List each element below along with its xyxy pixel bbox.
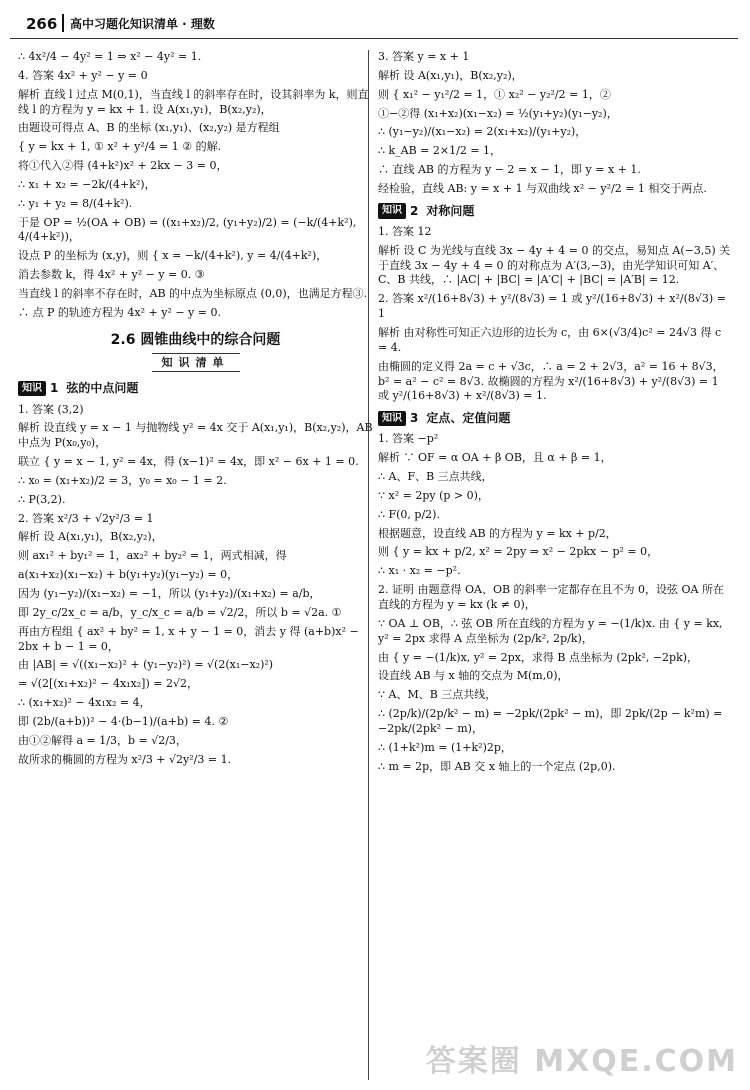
header-divider bbox=[62, 14, 64, 32]
text-line: 4. 答案 4x² + y² − y = 0 bbox=[18, 68, 148, 82]
text-line: 联立 { y = x − 1, y² = 4x，得 (x−1)² = 4x，即 x² − 6x + 1 = 0. bbox=[18, 455, 359, 469]
text-line: 解析 由对称性可知正六边形的边长为 c，由 6×(√3/4)c² = 24√3 得 c = 4. bbox=[378, 326, 722, 354]
text-line: 解析 设直线 y = x − 1 与抛物线 y² = 4x 交于 A(x₁,y₁)，B(x₂,y₂)，AB 中点为 P(x₀,y₀)， bbox=[18, 421, 373, 450]
page-header bbox=[10, 10, 738, 36]
right-column bbox=[378, 50, 733, 1085]
text-line: 解析 直线 l 过点 M(0,1)，当直线 l 的斜率存在时，设其斜率为 k，则直线 l 的方程为 y = kx + 1. 设 A(x₁,y₁)，B(x₂,y₂)， bbox=[18, 87, 369, 116]
kp-number: 1 bbox=[50, 381, 59, 396]
kp3-block bbox=[378, 432, 733, 774]
kp-title: 对称问题 bbox=[426, 203, 475, 218]
text-line: 解析 ∵ OF = α OA + β OB，且 α + β = 1， bbox=[378, 451, 612, 465]
text-line: ∴ x₁ + x₂ = −2k/(4+k²)， bbox=[18, 177, 156, 191]
text-line: 3. 答案 y = x + 1 bbox=[378, 50, 470, 63]
text-line: 即 2y_c/2x_c = a/b，y_c/x_c = a/b = √2/2，所以 b = √2a. ① bbox=[18, 605, 342, 619]
text-line: 由 { y = −(1/k)x, y² = 2px，求得 B 点坐标为 (2pk², −2pk)， bbox=[378, 650, 699, 664]
text-line: 故所求的椭圆的方程为 x²/3 + √2y²/3 = 1. bbox=[18, 752, 232, 766]
text-line: 由 |AB| = √((x₁−x₂)² + (y₁−y₂)²) = √(2(x₁−x₂)²) bbox=[18, 658, 274, 672]
text-line: 解析 设 A(x₁,y₁)，B(x₂,y₂)， bbox=[18, 530, 163, 544]
text-line: a(x₁+x₂)(x₁−x₂) + b(y₁+y₂)(y₁−y₂) = 0， bbox=[18, 568, 239, 582]
text-line: 则 { y = kx + p/2, x² = 2py ⇒ x² − 2pkx − p² = 0， bbox=[378, 545, 659, 559]
text-line: 解析 设 A(x₁,y₁)，B(x₂,y₂)， bbox=[378, 68, 523, 82]
text-line: 消去参数 k，得 4x² + y² − y = 0. ③ bbox=[18, 268, 205, 282]
text-line: ∵ OA ⊥ OB，∴ 弦 OB 所在直线的方程为 y = −(1/k)x. 由 { y = kx, y² = 2px 求得 A 点坐标为 (2p/k², 2p/k)， bbox=[378, 616, 723, 645]
text-line: { y = kx + 1, ① x² + y²/4 = 1 ② 的解. bbox=[18, 140, 222, 154]
text-line: ∴ k_AB = 2×1/2 = 1， bbox=[378, 144, 502, 158]
text-line: ∴ (x₁+x₂)² − 4x₁x₂ = 4， bbox=[18, 696, 151, 710]
text-line: 当直线 l 的斜率不存在时，AB 的中点为坐标原点 (0,0)，也满足方程③. bbox=[18, 286, 368, 300]
text-line: 则 { x₁² − y₁²/2 = 1，① x₂² − y₂²/2 = 1，② bbox=[378, 87, 611, 101]
kp-number: 3 bbox=[410, 411, 419, 426]
kp-tag: 知识 bbox=[378, 411, 406, 427]
text-line: 根据题意，设直线 AB 的方程为 y = kx + p/2， bbox=[378, 526, 617, 540]
text-line: ∴ x₀ = (x₁+x₂)/2 = 3，y₀ = x₀ − 1 = 2. bbox=[18, 473, 227, 487]
text-line: 由椭圆的定义得 2a = c + √3c，∴ a = 2 + 2√3，a² = 16 + 8√3，b² = a² − c² = 8√3. 故椭圆的方程为 x²/(16+8√3) + y²/(8√3) = 1 或 y²/(16+8√3) + x²/(8√3) = 1. bbox=[378, 359, 724, 403]
section-subtitle: 知识清单 bbox=[18, 356, 373, 371]
text-line: ∵ x² = 2py (p > 0)， bbox=[378, 488, 489, 502]
text-line: 2. 证明 由题意得 OA、OB 的斜率一定都存在且不为 0，设弦 OA 所在直线的方程为 y = kx (k ≠ 0)， bbox=[378, 583, 724, 611]
text-line: ∴ y₁ + y₂ = 8/(4+k²). bbox=[18, 196, 133, 210]
text-line: = √(2[(x₁+x₂)² − 4x₁x₂]) = 2√2， bbox=[18, 677, 198, 691]
text-line: 再由方程组 { ax² + by² = 1, x + y − 1 = 0，消去 y 得 (a+b)x² − 2bx + b − 1 = 0， bbox=[18, 624, 359, 653]
text-line: 设直线 AB 与 x 轴的交点为 M(m,0)， bbox=[378, 669, 569, 683]
watermark: 答案圈 MXQE.COM bbox=[425, 1043, 738, 1079]
text-line: ∴ m = 2p，即 AB 交 x 轴上的一个定点 (2p,0). bbox=[378, 759, 616, 773]
text-line: ①−②得 (x₁+x₂)(x₁−x₂) = ½(y₁+y₂)(y₁−y₂)， bbox=[378, 106, 618, 120]
text-line: 即 (2b/(a+b))² − 4·(b−1)/(a+b) = 4. ② bbox=[18, 714, 229, 728]
text-line: ∴ 直线 AB 的方程为 y − 2 = x − 1，即 y = x + 1. bbox=[378, 163, 641, 177]
text-line: 解析 设 C 为光线与直线 3x − 4y + 4 = 0 的交点，易知点 A(−3,5) 关于直线 3x − 4y + 4 = 0 的对称点为 A′(3,−3)，由光学知识可知 A′、C、B 共线，∴ |AC| + |BC| = |A′C| + |BC| = |A′B| = 12. bbox=[378, 243, 731, 287]
text-line: 将①代入②得 (4+k²)x² + 2kx − 3 = 0， bbox=[18, 159, 228, 173]
kp-tag: 知识 bbox=[18, 381, 46, 397]
page-number: 266 bbox=[26, 15, 58, 33]
kp-number: 2 bbox=[410, 203, 419, 218]
knowledge-point-2 bbox=[378, 203, 733, 219]
header-rule bbox=[10, 38, 738, 39]
kp-title: 定点、定值问题 bbox=[426, 411, 511, 426]
text-line: 由题设可得点 A、B 的坐标 (x₁,y₁)、(x₂,y₂) 是方程组 bbox=[18, 121, 280, 135]
right-top-block bbox=[378, 50, 733, 197]
kp-tag: 知识 bbox=[378, 203, 406, 219]
text-line: ∴ P(3,2). bbox=[18, 492, 66, 506]
text-line: 经检验，直线 AB: y = x + 1 与双曲线 x² − y²/2 = 1 相交于两点. bbox=[378, 181, 707, 195]
knowledge-point-1 bbox=[18, 380, 373, 396]
left-column bbox=[18, 50, 373, 1085]
text-line: ∵ A、M、B 三点共线， bbox=[378, 688, 497, 702]
text-line: ∴ (1+k²)m = (1+k²)2p， bbox=[378, 740, 512, 754]
text-line: 则 ax₁² + by₁² = 1，ax₂² + by₂² = 1，两式相减，得 bbox=[18, 549, 287, 563]
text-line: 1. 答案 −p² bbox=[378, 432, 439, 446]
text-line: 由①②解得 a = 1/3，b = √2/3， bbox=[18, 733, 187, 747]
text-line: ∴ F(0, p/2). bbox=[378, 507, 440, 521]
text-line: ∴ A、F、B 三点共线， bbox=[378, 470, 493, 484]
text-line: 于是 OP = ½(OA + OB) = ((x₁+x₂)/2, (y₁+y₂)/2) = (−k/(4+k²), 4/(4+k²))， bbox=[18, 215, 357, 244]
text-line: ∴ 点 P 的轨迹方程为 4x² + y² − y = 0. bbox=[18, 305, 221, 319]
text-line: 因为 (y₁−y₂)/(x₁−x₂) = −1，所以 (y₁+y₂)/(x₁+x₂) = a/b， bbox=[18, 587, 321, 601]
text-line: ∴ (y₁−y₂)/(x₁−x₂) = 2(x₁+x₂)/(y₁+y₂)， bbox=[378, 125, 587, 139]
knowledge-point-3 bbox=[378, 410, 733, 426]
text-line: 设点 P 的坐标为 (x,y)，则 { x = −k/(4+k²), y = 4/(4+k²)， bbox=[18, 249, 328, 263]
text-line: ∴ 4x²/4 − 4y² = 1 ⇒ x² − 4y² = 1. bbox=[18, 50, 202, 63]
kp-title: 弦的中点问题 bbox=[66, 381, 139, 396]
text-line: 2. 答案 x²/(16+8√3) + y²/(8√3) = 1 或 y²/(16+8√3) + x²/(8√3) = 1 bbox=[378, 292, 726, 321]
text-line: 1. 答案 (3,2) bbox=[18, 402, 84, 416]
text-line: 2. 答案 x²/3 + √2y²/3 = 1 bbox=[18, 511, 154, 525]
section-title: 2.6 圆锥曲线中的综合问题 bbox=[110, 331, 281, 348]
text-line: ∴ x₁ · x₂ = −p². bbox=[378, 564, 461, 578]
text-line: 1. 答案 12 bbox=[378, 224, 432, 238]
book-title: 高中习题化知识清单 · 理数 bbox=[70, 17, 215, 31]
left-top-block bbox=[18, 50, 373, 321]
kp2-block bbox=[378, 225, 733, 404]
kp1-block bbox=[18, 403, 373, 768]
text-line: ∴ (2p/k)/(2p/k² − m) = −2pk/(2pk² − m)，即 2pk/(2p − k²m) = −2pk/(2pk² − m)， bbox=[378, 707, 723, 735]
